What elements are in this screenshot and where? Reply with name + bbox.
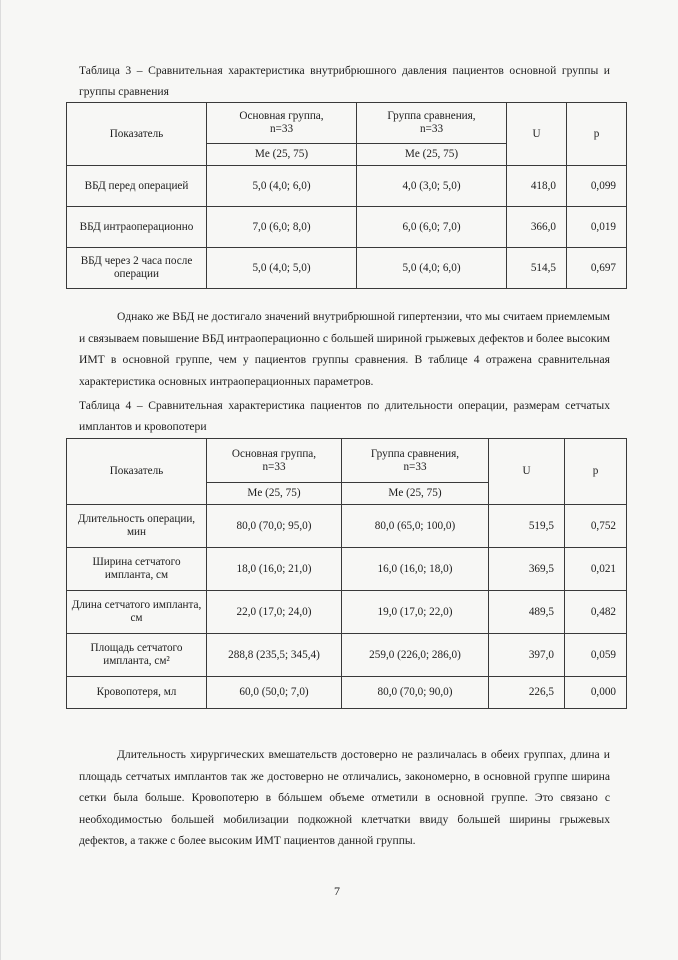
paragraph-2-text: Длительность хирургических вмешательств достоверно не различалась в обеих группах, длина и площадь сетчатых имплантов так же достоверно не отличались, закономерно, в основной группе ширина сетки была больше. Кровопотерю в бóльшем объеме отметили в основной группе. Это связано с необходимостью большей мобилизации подкожной клетчатки ввиду большей ширины грыжевых дефектов, а также с более высоким ИМТ пациентов данной группы. [79, 748, 610, 847]
header-indicator: Показатель [67, 103, 207, 166]
row-u: 226,5 [489, 677, 565, 709]
row-p: 0,059 [565, 634, 627, 677]
table3 [66, 102, 627, 289]
paragraph-1-text: Однако же ВБД не достигало значений внутрибрюшной гипертензии, что мы считаем приемлемым и связываем повышение ВБД интраоперационно с большей шириной грыжевых дефектов и более высоким ИМТ в основной группе, чем у пациентов группы сравнения. В таблице 4 отражена сравнительная характеристика основных интраоперационных параметров. [79, 310, 610, 388]
table4 [66, 438, 627, 709]
comparison-group-label: Группа сравнения, [370, 447, 460, 460]
table-row [67, 591, 627, 634]
header-p: p [567, 103, 627, 166]
row-u: 519,5 [489, 505, 565, 548]
header-p: p [565, 439, 627, 505]
table-row [67, 677, 627, 709]
row-indicator: Кровопотеря, мл [67, 677, 207, 709]
main-group-n: n=33 [269, 123, 294, 135]
table-row [67, 207, 627, 248]
table-row [67, 248, 627, 289]
row-comparison: 5,0 (4,0; 6,0) [357, 248, 507, 289]
row-p: 0,482 [565, 591, 627, 634]
header-main-group [207, 103, 357, 144]
header-me-comparison: Me (25, 75) [342, 483, 489, 505]
comparison-group-label: Группа сравнения, [387, 110, 476, 122]
row-p: 0,752 [565, 505, 627, 548]
row-indicator: ВБД интраоперационно [67, 207, 207, 248]
row-indicator: Длина сетчатого импланта, см [67, 591, 207, 634]
header-main-group [207, 439, 342, 483]
row-main: 18,0 (16,0; 21,0) [207, 548, 342, 591]
row-p: 0,697 [567, 248, 627, 289]
header-me-comparison: Me (25, 75) [357, 144, 507, 166]
row-u: 369,5 [489, 548, 565, 591]
row-main: 60,0 (50,0; 7,0) [207, 677, 342, 709]
row-main: 7,0 (6,0; 8,0) [207, 207, 357, 248]
header-me-main: Me (25, 75) [207, 483, 342, 505]
table4-caption: Таблица 4 – Сравнительная характеристика пациентов по длительности операции, размерам сетчатых имплантов и кровопотери [79, 399, 610, 433]
row-indicator: ВБД через 2 часа после операции [67, 248, 207, 289]
row-indicator: ВБД перед операцией [67, 166, 207, 207]
main-group-n: n=33 [262, 460, 286, 473]
row-comparison: 19,0 (17,0; 22,0) [342, 591, 489, 634]
paragraph-2 [79, 744, 610, 852]
row-main: 5,0 (4,0; 5,0) [207, 248, 357, 289]
header-u: U [507, 103, 567, 166]
row-u: 418,0 [507, 166, 567, 207]
header-comparison-group [357, 103, 507, 144]
comparison-group-n: n=33 [419, 123, 444, 135]
row-comparison: 4,0 (3,0; 5,0) [357, 166, 507, 207]
row-comparison: 80,0 (70,0; 90,0) [342, 677, 489, 709]
table-row [67, 166, 627, 207]
table3-caption: Таблица 3 – Сравнительная характеристика внутрибрюшного давления пациентов основной группы и группы сравнения [79, 64, 610, 98]
row-u: 366,0 [507, 207, 567, 248]
row-main: 80,0 (70,0; 95,0) [207, 505, 342, 548]
row-p: 0,000 [565, 677, 627, 709]
header-me-main: Me (25, 75) [207, 144, 357, 166]
row-comparison: 259,0 (226,0; 286,0) [342, 634, 489, 677]
row-indicator: Длительность операции, мин [67, 505, 207, 548]
table-row [67, 505, 627, 548]
row-p: 0,021 [565, 548, 627, 591]
header-u: U [489, 439, 565, 505]
main-group-label: Основная группа, [239, 110, 324, 122]
row-comparison: 80,0 (65,0; 100,0) [342, 505, 489, 548]
row-u: 514,5 [507, 248, 567, 289]
row-main: 288,8 (235,5; 345,4) [207, 634, 342, 677]
row-indicator: Площадь сетчатого импланта, см² [67, 634, 207, 677]
comparison-group-n: n=33 [403, 460, 427, 473]
row-u: 489,5 [489, 591, 565, 634]
row-indicator: Ширина сетчатого импланта, см [67, 548, 207, 591]
header-comparison-group [342, 439, 489, 483]
row-p: 0,099 [567, 166, 627, 207]
row-main: 22,0 (17,0; 24,0) [207, 591, 342, 634]
header-indicator: Показатель [67, 439, 207, 505]
table-row [67, 548, 627, 591]
main-group-label: Основная группа, [231, 447, 317, 460]
row-comparison: 16,0 (16,0; 18,0) [342, 548, 489, 591]
row-main: 5,0 (4,0; 6,0) [207, 166, 357, 207]
page-edge [0, 0, 1, 960]
paragraph-1 [79, 306, 610, 392]
row-comparison: 6,0 (6,0; 7,0) [357, 207, 507, 248]
row-p: 0,019 [567, 207, 627, 248]
table-row [67, 634, 627, 677]
row-u: 397,0 [489, 634, 565, 677]
page-number: 7 [334, 884, 340, 898]
